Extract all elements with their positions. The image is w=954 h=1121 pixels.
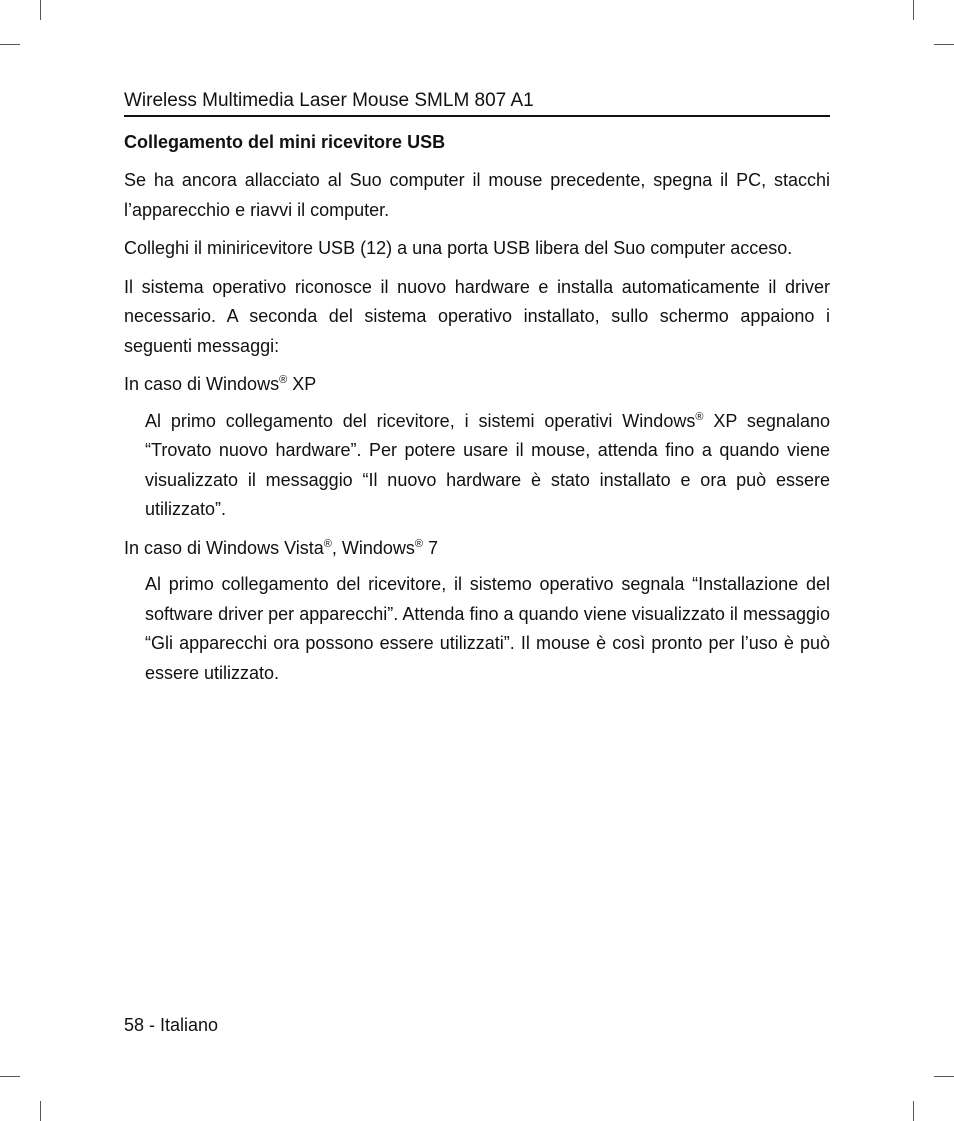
xp-body-part2: XP segnalano “Trovato nuovo hardware”. Per potere usare il mouse, attenda fino a quando viene visualizzato il messaggio “Il nuovo hardware è stato installato e ora può essere utilizzato”. (145, 410, 830, 519)
vista-heading-part2: , Windows (331, 537, 415, 558)
vista-heading-part1: In caso di Windows Vista (124, 537, 324, 558)
header-rule (124, 115, 830, 117)
crop-mark-top-left (40, 0, 41, 20)
vista-heading-part3: 7 (423, 537, 439, 558)
crop-mark-top-left-h (0, 44, 20, 45)
registered-mark: ® (323, 537, 332, 550)
crop-mark-top-right (913, 0, 914, 20)
page-content (124, 128, 830, 697)
paragraph-1: Se ha ancora allacciato al Suo computer il mouse precedente, spegna il PC, stacchi l’apparecchio e riavvi il computer. (124, 170, 830, 220)
registered-mark: ® (279, 374, 288, 386)
xp-heading (124, 370, 830, 400)
page-footer: 58 - Italiano (124, 1015, 219, 1035)
paragraph-2: Colleghi il miniricevitore USB (12) a una porta USB libera del Suo computer acceso. (124, 238, 793, 258)
header-title: Wireless Multimedia Laser Mouse SMLM 807 A1 (124, 90, 534, 111)
xp-body-part1: Al primo collegamento del ricevitore, i sistemi operativi Windows (145, 410, 696, 431)
crop-mark-bottom-right-h (934, 1076, 954, 1077)
section-title: Collegamento del mini ricevitore USB (124, 132, 446, 152)
registered-mark: ® (414, 537, 424, 550)
registered-mark: ® (695, 410, 704, 423)
paragraph-3: Il sistema operativo riconosce il nuovo hardware e installa automaticamente il driver necessario. A seconda del sistema operativo installato, sullo schermo appaiono i seguenti messaggi: (124, 276, 830, 356)
xp-body (145, 407, 830, 525)
crop-mark-bottom-left-h (0, 1076, 20, 1077)
xp-heading-suffix: XP (287, 374, 317, 394)
crop-mark-bottom-right (913, 1101, 914, 1121)
page-header (124, 88, 830, 118)
vista-heading (124, 534, 830, 564)
crop-mark-top-right-h (934, 44, 954, 45)
vista-body: Al primo collegamento del ricevitore, il sistemo operativo segnala “Installazione del software driver per apparecchi”. Attenda fino a quando viene visualizzato il messaggio “Gli apparecchi ora possono essere utilizzati”. Il mouse è così pronto per l’uso è può essere utilizzato. (145, 574, 830, 683)
xp-heading-text: In caso di Windows (124, 374, 280, 394)
crop-mark-bottom-left (40, 1101, 41, 1121)
